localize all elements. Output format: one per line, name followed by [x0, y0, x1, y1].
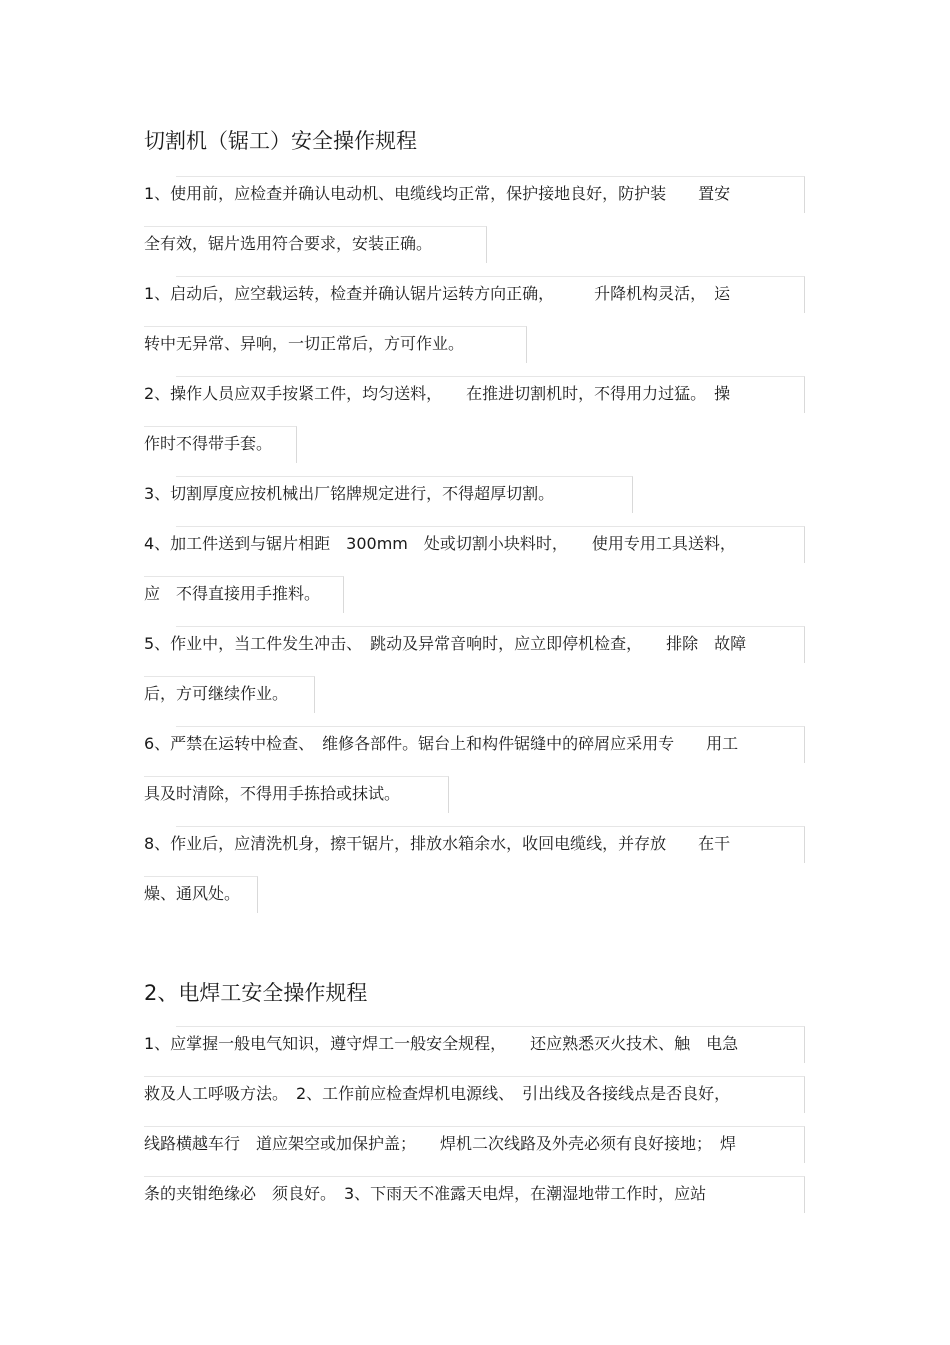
- section-1-line: 具及时清除，不得用手拣拾或抹试。: [144, 784, 401, 803]
- section-1-line: 6、严禁在运转中检查、 维修各部件。锯台上和构件锯缝中的碎屑应采用专 用工: [144, 734, 739, 753]
- section-1-line: 转中无异常、异响，一切正常后，方可作业。: [144, 334, 465, 353]
- section-1-line: 后，方可继续作业。: [144, 684, 289, 703]
- section-1-line: 作时不得带手套。: [144, 434, 273, 453]
- section-2-line: 线路横越车行 道应架空或加保护盖； 焊机二次线路及外壳必须有良好接地； 焊: [144, 1134, 737, 1153]
- section-1-line: 3、切割厚度应按机械出厂铭牌规定进行，不得超厚切割。: [144, 484, 555, 503]
- section-2-line: 条的夹钳绝缘必 须良好。 3、下雨天不准露天电焊，在潮湿地带工作时，应站: [144, 1184, 707, 1203]
- section-1-line: 2、操作人员应双手按紧工件，均匀送料， 在推进切割机时，不得用力过猛。 操: [144, 384, 731, 403]
- section-1-line: 全有效，锯片选用符合要求，安装正确。: [144, 234, 433, 253]
- section-1-line: 1、使用前，应检查并确认电动机、电缆线均正常，保护接地良好，防护装 置安: [144, 184, 731, 203]
- section-1-title: 切割机（锯工）安全操作规程: [144, 129, 417, 153]
- section-2-line: 1、应掌握一般电气知识，遵守焊工一般安全规程， 还应熟悉灭火技术、触 电急: [144, 1034, 739, 1053]
- section-1-line: 燥、通风处。: [144, 884, 241, 903]
- section-1-line: 1、启动后，应空载运转，检查并确认锯片运转方向正确， 升降机构灵活， 运: [144, 284, 731, 303]
- section-1-line: 4、加工件送到与锯片相距 300mm 处或切割小块料时， 使用专用工具送料，: [144, 534, 736, 553]
- section-2-line: 救及人工呼吸方法。 2、工作前应检查焊机电源线、 引出线及各接线点是否良好，: [144, 1084, 731, 1103]
- section-1-line: 5、作业中，当工件发生冲击、 跳动及异常音响时，应立即停机检查， 排除 故障: [144, 634, 747, 653]
- section-1-line: 应 不得直接用手推料。: [144, 584, 321, 603]
- section-2-title: 2、电焊工安全操作规程: [144, 981, 368, 1005]
- section-1-line: 8、作业后，应清洗机身，擦干锯片，排放水箱余水，收回电缆线，并存放 在干: [144, 834, 731, 853]
